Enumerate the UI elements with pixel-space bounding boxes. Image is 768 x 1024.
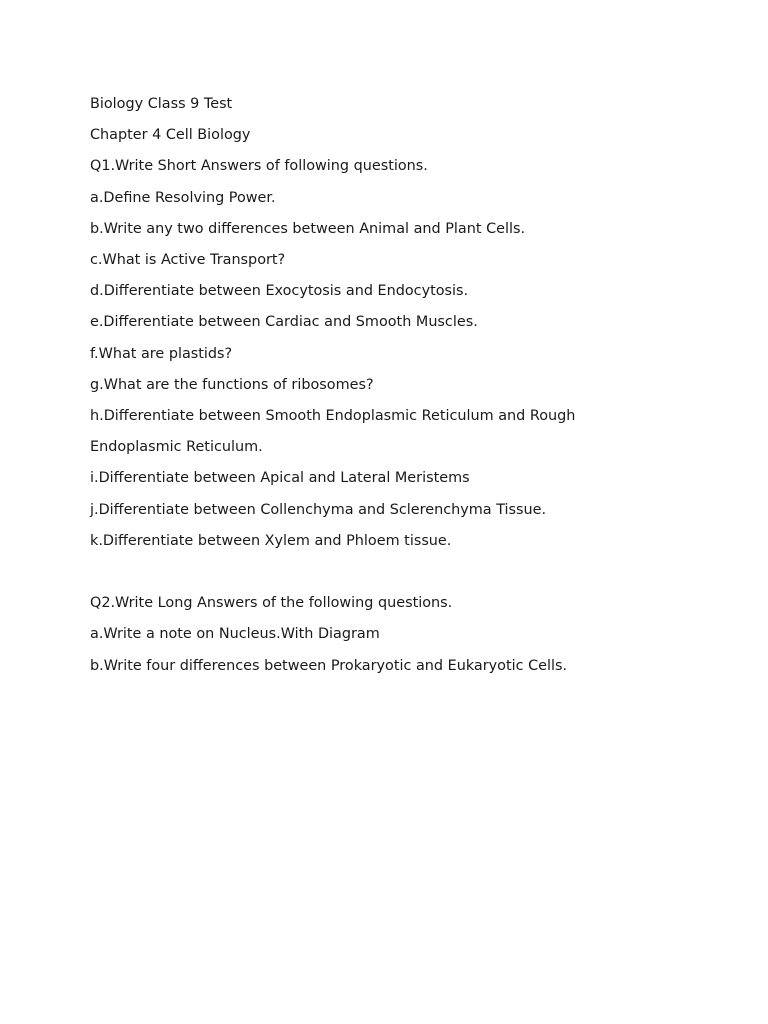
q2-item-b: b.Write four differences between Prokaryotic and Eukaryotic Cells. — [90, 657, 568, 674]
q1-item-c: c.What is Active Transport? — [90, 252, 286, 269]
q1-item-h-continued: Endoplasmic Reticulum. — [90, 439, 263, 456]
q1-item-h: h.Differentiate between Smooth Endoplasmic Reticulum and Rough — [90, 408, 576, 425]
q1-item-j: j.Differentiate between Collenchyma and Sclerenchyma Tissue. — [90, 501, 547, 518]
q1-item-k: k.Differentiate between Xylem and Phloem tissue. — [90, 532, 452, 549]
section-spacer — [90, 557, 710, 588]
q1-item-a: a.Define Resolving Power. — [90, 189, 276, 206]
document-title: Biology Class 9 Test — [90, 96, 233, 112]
q2-heading: Q2.Write Long Answers of the following questions. — [90, 595, 453, 612]
q1-item-f: f.What are plastids? — [90, 345, 233, 362]
q1-item-e: e.Differentiate between Cardiac and Smooth Muscles. — [90, 314, 478, 331]
q1-item-b: b.Write any two differences between Animal and Plant Cells. — [90, 220, 526, 237]
q1-heading: Q1.Write Short Answers of following questions. — [90, 158, 428, 175]
document-page — [90, 89, 710, 682]
q2-item-a: a.Write a note on Nucleus.With Diagram — [90, 626, 380, 643]
chapter-heading: Chapter 4 Cell Biology — [90, 127, 251, 144]
q1-item-g: g.What are the functions of ribosomes? — [90, 376, 374, 393]
q1-item-i: i.Differentiate between Apical and Lateral Meristems — [90, 470, 470, 487]
q1-item-d: d.Differentiate between Exocytosis and Endocytosis. — [90, 283, 469, 300]
